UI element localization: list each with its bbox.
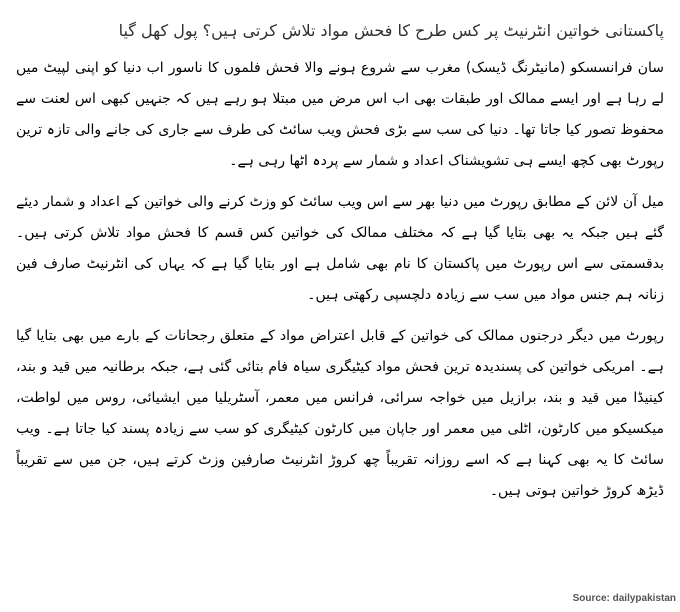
news-article bbox=[16, 0, 664, 612]
article-title: پاکستانی خواتین انٹرنیٹ پر کس طرح کا فحش مواد تلاش کرتی ہیں؟ پول کھل گیا bbox=[118, 21, 664, 40]
source-credit: Source: dailypakistan bbox=[572, 593, 676, 604]
article-paragraph-3: رپورٹ میں دیگر درجنوں ممالک کی خواتین کے قابل اعتراض مواد کے متعلق رجحانات کے بارے میں بھی بتایا گیا ہے۔ امریکی خواتین کی پسندیدہ ترین فحش مواد کیٹیگری سیاہ فام بتائی گئی ہے، جبکہ برطانیہ میں قید و بند، کینیڈا میں قید و بند، برازیل میں خواجہ سرائی، فرانس میں معمر، آسٹریلیا میں ایشیائی، روس میں لواطت، میکسیکو میں کارٹون، اٹلی میں معمر اور جاپان میں کارٹون کیٹیگری کو سب سے زیادہ پسند کیا جاتا ہے۔ ویب سائٹ کا یہ بھی کہنا ہے کہ اسے روزانہ تقریباً چھ کروڑ انٹرنیٹ صارفین وزٹ کرتے ہیں، جن میں سے تقریباً ڈیڑھ کروڑ خواتین ہوتی ہیں۔ bbox=[16, 328, 664, 499]
article-paragraph-2: میل آن لائن کے مطابق رپورٹ میں دنیا بھر سے اس ویب سائٹ کو وزٹ کرنے والی خواتین کے اعداد و شمار دیئے گئے ہیں جبکہ یہ بھی بتایا گیا ہے کہ مختلف ممالک کی خواتین کس قسم کا فحش مواد تلاش کرتی ہیں۔ بدقسمتی سے اس رپورٹ میں پاکستان کا نام بھی شامل ہے اور بتایا گیا ہے کہ یہاں کی انٹرنیٹ صارف فین زنانہ ہم جنس مواد میں سب سے زیادہ دلچسپی رکھتی ہیں۔ bbox=[16, 194, 664, 303]
article-paragraph-1: سان فرانسسکو (مانیٹرنگ ڈیسک) مغرب سے شروع ہونے والا فحش فلموں کا ناسور اب دنیا کو اپنی لپیٹ میں لے رہا ہے اور ایسے ممالک اور طبقات بھی اب اس مرض میں مبتلا ہو رہے ہیں کہ جنہیں کبھی اس لعنت سے محفوظ تصور کیا جاتا تھا۔ دنیا کی سب سے بڑی فحش ویب سائٹ کی طرف سے جاری کی جانے والی تازہ ترین رپورٹ بھی کچھ ایسے ہی تشویشناک اعداد و شمار سے پردہ اٹھا رہی ہے۔ bbox=[16, 60, 664, 169]
